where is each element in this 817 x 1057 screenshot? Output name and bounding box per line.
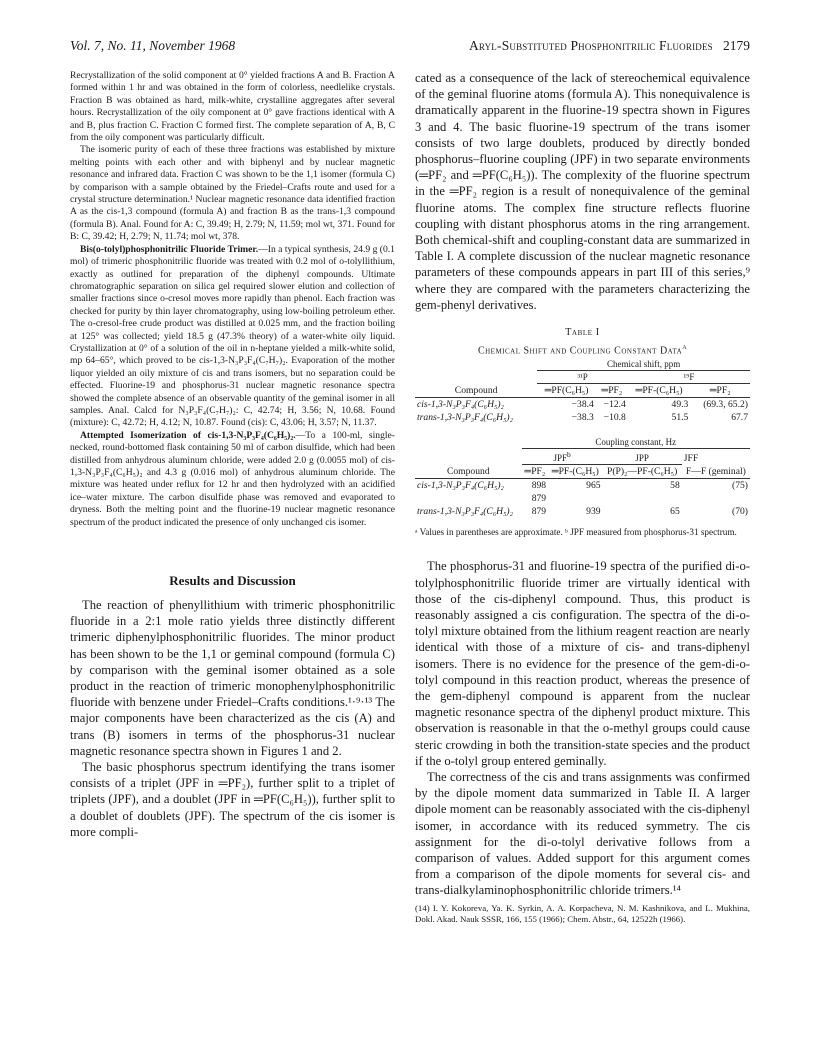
coupling-col-header: ═PF₂ xyxy=(524,466,546,478)
table-row xyxy=(415,398,750,412)
shift-col-header: ═PF-(C₆H₅) xyxy=(635,385,683,397)
coupling-col-header: F—F (geminal) xyxy=(685,466,746,478)
value-cell: 879 xyxy=(531,493,547,505)
isomerization-body: —To a 100-ml, single-necked, round-bottomed flask containing 50 ml of carbon disulfide, which had been distilled from anhydrous aluminum chloride, were added 2.0 g (0.0055 mol) of cis-1,3-N₃P₃F₄(C₆H₅)₂ and 4.3 g (0.016 mol) of anhydrous aluminum chloride. The mixture was heated under reflux for 12 hr and then hydrolyzed with an acidified ice–water mixture. The carbon disulfide phase was removed and evaporated to dryness. Both the melting point and the fluorine-19 nuclear magnetic resonance spectrum of the product indicated the presence of only unchanged cis isomer. xyxy=(70,429,395,528)
isomerization-heading: Attempted Isomerization of cis-1,3-N₃P₃F₄(C₆H₅)₂. xyxy=(80,429,296,441)
jpp-spanner: JPP xyxy=(603,449,682,465)
bis-tolyl-heading: Bis(o-tolyl)phosphonitrilic Fluoride Trimer. xyxy=(80,243,259,255)
value-cell: 898 xyxy=(531,480,547,492)
table-row xyxy=(415,411,750,424)
compound-cell xyxy=(415,492,522,505)
table-caption: Chemical Shift and Coupling Constant Data xyxy=(477,345,683,357)
value-cell: 67.7 xyxy=(731,412,748,424)
value-cell: −38.4 xyxy=(571,399,594,411)
reference-14: (14) I. Y. Kokoreva, Ya. K. Syrkin, A. A. Korpacheva, N. M. Kashnikova, and L. Mukhina, Dokl. Akad. Nauk SSSR, 166, 155 (1966); Chem. Abstr., 64, 12522h (1966). xyxy=(415,902,750,924)
experimental-paragraph-2: The isomeric purity of each of these three fractions was established by mixture melting points with each other and with biphenyl and by nuclear magnetic resonance and infrared data. Fraction C was shown to be the 1,1 isomer (formula C) by comparison with a sample obtained by the Friedel–Crafts route and used for a crystal structure determination.¹ Nuclear magnetic resonance data identified fraction A as the cis-1,3 compound (formula A) and fraction B as the trans-1,3 compound (formula B). Anal. Found for A: C, 39.49; H, 2.79; N, 11.59; mol wt, 371. Found for B: C, 39.42; H, 2.79; N, 11.74; mol wt, 378. xyxy=(70,144,395,243)
continued-paragraph: cated as a consequence of the lack of stereochemical equivalence of the geminal fluorine atoms (formula A). This nonequivalence is dramatically apparent in the fluorine-19 spectra shown in Figures 3 and 4. The basic fluorine-19 spectrum of the trans isomer consists of two large doublets, produced by directly bonded phosphorus–fluorine coupling (JPF) in two separate environments (═PF₂ and ═PF(C₆H₅)). The complexity of the fluorine spectrum in the ═PF₂ region is a result of nonequivalence of the geminal fluorine atoms. The complex fine structure reflects fluorine coupling with distant phosphorus atoms in the ring arrangement. Both chemical-shift and coupling-constant data are summarized in Table I. A complete discussion of the nuclear magnetic resonance parameters of these compounds appears in part III of this series,⁹ where they are compared with the parameters characterizing the gem-phenyl derivatives. xyxy=(415,71,750,312)
bis-tolyl-body: —In a typical synthesis, 24.9 g (0.1 mol) of trimeric phosphonitrilic fluoride was treated with 0.2 mol of o-tolyllithium, exactly as outlined for preparation of the diphenyl compounds. Ultimate chromatographic separation on silica gel required slower elution and collection of smaller fractions since o-cresol moves more rapidly than phenol. Each fraction was checked for purity by thin layer chromatography, using low-boiling petroleum ether. The o-cresol-free crude product was distilled at 0.025 mm, and the fraction boiling at 125° was collected; yield 18.5 g (47.3% theory) of a water-white oily liquid. Crystallization at 0° of a solution of the oil in n-heptane yielded a milk-white solid, mp 64–65°, which proved to be cis-1,3-N₃P₃F₄(C₇H₇)₂. Evaporation of the mother liquor yielded an oily mixture of cis and trans isomers, but no separation could be effected. Fluorine-19 and phosphorus-31 nuclear magnetic resonance spectra showed the complete absence of an observable quantity of the geminal isomer in all samples. Anal. Calcd for N₃P₃F₄(C₇H₇)₂: C, 42.74; H, 3.56; N, 10.68. Found (mixture): C, 42.72; H, 4.12; N, 10.87. Found (cis): C, 43.06; H, 3.57; N, 11.37. xyxy=(70,243,395,429)
dipole-paragraph: The correctness of the cis and trans assignments was confirmed by the dipole moment data summarized in Table II. A larger dipole moment can be reasonably associated with the cis-diphenyl isomer, in accordance with its reduced symmetry. The cis assignment for the di-o-tolyl derivative follows from a comparison of values. Added support for this argument comes from a comparison of the dipole moments for several cis- and trans-dialkylaminophosphonitrilic chloride trimers.¹⁴ xyxy=(415,770,750,898)
compound-cell: trans-1,3-N₃P₃F₄(C₆H₅)₂ xyxy=(417,506,513,518)
table-caption-mark: a xyxy=(682,342,688,352)
bis-tolyl-paragraph xyxy=(70,244,395,430)
value-cell: −12.4 xyxy=(603,399,626,411)
running-title: Aryl-Substituted Phosphonitrilic Fluorides xyxy=(468,38,713,53)
tolyl-paragraph: The phosphorus-31 and fluorine-19 spectra of the purified di-o-tolylphosphonitrilic fluoride trimer are virtually identical with those of the cis-diphenyl compound. Thus, this product is reasonably assigned a cis configuration. The spectra of the di-o-tolyl mixture obtained from the lithium reagent reaction are nearly identical with those of a mixture of cis- and trans-diphenyl isomers. There is no evidence for the presence of the gem-di-o-tolyl compound in this reaction product, whereas the presence of the gem-diphenyl compound is apparent from the nuclear magnetic resonance spectra of the diphenyl product mixture. This observation is reasonable in that the o-methyl groups could cause steric crowding in both the transition-state species and the product if the o-tolyl group entered geminally. xyxy=(415,559,750,768)
value-cell: −10.8 xyxy=(603,412,626,424)
shift-col-header: ═PF₂ xyxy=(601,385,623,397)
value-cell: 51.5 xyxy=(671,412,689,424)
results-paragraph-1: The reaction of phenyllithium with trimeric phosphonitrilic fluoride in a 2:1 mole ratio yields three distinctly different trimeric diphenylphosphonitrilic fluorides. The minor product has been shown to be the 1,1 or geminal compound (formula C) by comparison with the geminal isomer obtained as a sole product in the reaction of trimeric monophenylphosphonitrilic fluoride with benzene under Friedel–Crafts conditions.¹·⁹·¹³ The major components have been characterized as the cis (A) and trans (B) isomers in terms of the phosphorus-31 nuclear magnetic resonance spectra shown in Figures 1 and 2. xyxy=(70,598,395,758)
shift-spanner: Chemical shift, ppm xyxy=(537,358,750,371)
header-right xyxy=(469,38,750,54)
jpf-mark: b xyxy=(566,450,571,460)
chemical-shift-table xyxy=(415,358,750,424)
left-column xyxy=(70,70,395,840)
table-row xyxy=(415,505,750,518)
value-cell: (69.3, 65.2) xyxy=(703,399,748,411)
jpf-spanner: JPF xyxy=(553,453,567,464)
compound-cell: cis-1,3-N₃P₃F₄(C₆H₅)₂ xyxy=(417,399,504,411)
shift-col-header: ═PF(C₆H₅) xyxy=(544,385,589,397)
coupling-col-header: P(P)₂—PF-(C₆H₅) xyxy=(607,466,678,478)
coupling-constant-table xyxy=(415,436,750,518)
coupling-spanner: Coupling constant, Hz xyxy=(522,436,750,449)
value-cell: 65 xyxy=(670,506,680,518)
page-header xyxy=(70,38,750,58)
value-cell: −38.3 xyxy=(571,412,594,424)
value-cell: 49.3 xyxy=(671,399,689,411)
value-cell: (70) xyxy=(732,506,748,518)
compound-header: Compound xyxy=(454,385,498,397)
table-row xyxy=(415,479,750,493)
jff-label: JFF xyxy=(683,452,699,464)
value-cell: (75) xyxy=(732,480,748,492)
right-bottom-text xyxy=(415,558,750,898)
table-label: Table I xyxy=(565,327,600,339)
f19-spanner: ¹⁹F xyxy=(628,371,750,384)
value-cell: 58 xyxy=(670,480,680,492)
value-cell xyxy=(603,492,682,505)
experimental-paragraph-1: Recrystallization of the solid component at 0° yielded fractions A and B. Fraction A formed within 1 hr and was obtained in the form of colorless, needlelike crystals. Fraction B was obtained as hard, milk-white, crystalline aggregates after several hours. Recrystallization of the oily component at 0° gave fractions identical with A and B, plus fraction C. Fraction C formed first. The complete separation of A, B, C from the oily component was particularly difficult. xyxy=(70,70,395,144)
results-heading: Results and Discussion xyxy=(169,573,296,589)
value-cell: 879 xyxy=(531,506,547,518)
isomerization-paragraph xyxy=(70,430,395,529)
compound-cell: cis-1,3-N₃P₃F₄(C₆H₅)₂ xyxy=(417,480,504,492)
results-paragraph-2: The basic phosphorus spectrum identifying the trans isomer consists of a triplet (JPF in ═PF₂), further split to a triplet of triplets (JPF), and a doublet (JPF in ═PF(C₆H₅)), further split to a doublet of doublets (JPF). The spectrum of the cis isomer is more compli- xyxy=(70,760,395,839)
table-row xyxy=(415,492,750,505)
right-column xyxy=(415,70,750,925)
table-footnote: ᵃ Values in parentheses are approximate. ᵇ JPF measured from phosphorus-31 spectrum. xyxy=(415,527,737,538)
table-caption-line xyxy=(415,342,750,356)
results-section xyxy=(70,597,395,840)
value-cell xyxy=(682,492,750,505)
p31-spanner: ³¹P xyxy=(537,371,628,384)
shift-col-header: ═PF₂ xyxy=(709,385,731,397)
value-cell: 965 xyxy=(586,480,601,492)
page-number: 2179 xyxy=(723,38,750,53)
journal-citation: Vol. 7, No. 11, November 1968 xyxy=(70,38,236,53)
coupling-col-header: ═PF-(C₆H₅) xyxy=(551,466,599,478)
value-cell: 939 xyxy=(586,506,601,518)
jpf-spanner-cell xyxy=(522,449,603,465)
right-top-text xyxy=(415,70,750,313)
experimental-section xyxy=(70,70,395,529)
compound-header: Compound xyxy=(446,466,490,478)
compound-cell: trans-1,3-N₃P₃F₄(C₆H₅)₂ xyxy=(417,412,513,424)
value-cell xyxy=(548,492,602,505)
